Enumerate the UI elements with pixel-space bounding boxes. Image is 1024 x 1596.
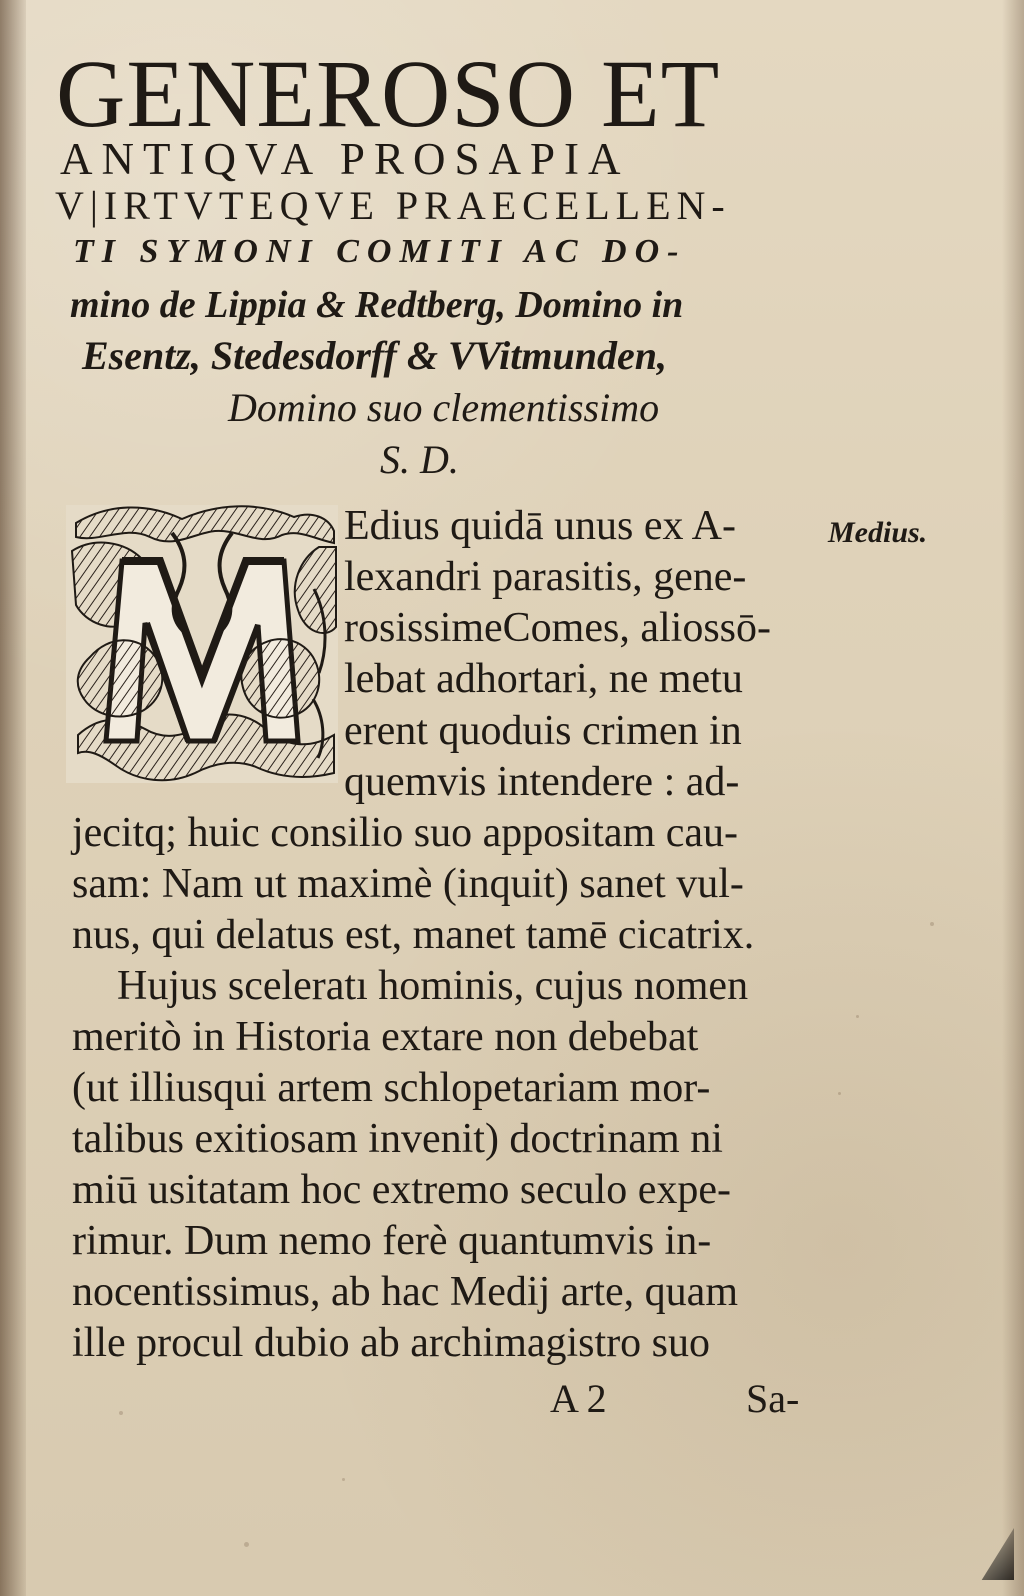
title-line-8: S. D. bbox=[380, 437, 459, 482]
paper-speck bbox=[856, 1015, 859, 1018]
body-line-9: nus, qui delatus est, manet tamē cicatrix. bbox=[72, 912, 755, 958]
paper-speck bbox=[838, 1092, 841, 1095]
body-line-1: Edius quidā unus ex A- bbox=[344, 503, 736, 549]
paper-speck bbox=[342, 1478, 345, 1481]
body-line-5: erent quoduis crimen in bbox=[344, 708, 742, 754]
title-line-7: Domino suo clementissimo bbox=[228, 385, 660, 430]
body-line-15: rimur. Dum nemo ferè quantumvis in- bbox=[72, 1218, 712, 1264]
body-line-2: lexandri parasitis, gene- bbox=[344, 554, 747, 600]
title-line-3: V|IRTVTEQVE PRAECELLEN- bbox=[55, 183, 731, 228]
body-line-12: (ut illiusqui artem schlopetariam mor- bbox=[72, 1065, 711, 1111]
title-line-2: ANTIQVA PROSAPIA bbox=[60, 134, 630, 184]
page-signature: A 2 bbox=[550, 1376, 607, 1421]
body-line-17: ille procul dubio ab archimagistro suo bbox=[72, 1320, 711, 1366]
paper-speck bbox=[244, 1542, 249, 1547]
catchword: Sa- bbox=[746, 1376, 800, 1421]
body-line-4: lebat adhortari, ne metu bbox=[344, 656, 743, 702]
paper-speck bbox=[119, 1411, 123, 1415]
paper-speck bbox=[930, 922, 934, 926]
body-line-10: Hujus sceleratı hominis, cujus nomen bbox=[117, 963, 749, 1009]
body-line-11: meritò in Historia extare non debebat bbox=[72, 1014, 699, 1060]
marginal-note: Medius. bbox=[828, 516, 928, 549]
body-line-8: sam: Nam ut maximè (inquit) sanet vul- bbox=[72, 861, 744, 907]
body-line-7: jecitq; huic consilio suo appositam cau- bbox=[72, 810, 739, 856]
body-line-3: rosissimeComes, aliossō- bbox=[344, 605, 771, 651]
title-line-6: Esentz, Stedesdorff & VVitmunden, bbox=[82, 333, 667, 378]
decorated-initial bbox=[64, 503, 340, 785]
page-corner-shadow bbox=[976, 1528, 1014, 1580]
body-line-14: miū usitatam hoc extremo seculo expe- bbox=[72, 1167, 731, 1213]
body-line-13: talibus exitiosam invenit) doctrinam ni bbox=[72, 1116, 723, 1162]
body-line-16: nocentissimus, ab hac Medij arte, quam bbox=[72, 1269, 738, 1315]
title-line-1: GENEROSO ET bbox=[56, 40, 721, 147]
title-line-5: mino de Lippia & Redtberg, Domino in bbox=[70, 284, 684, 326]
title-line-4: TI SYMONI COMITI AC DO- bbox=[73, 233, 687, 270]
body-line-6: quemvis intendere : ad- bbox=[344, 759, 740, 805]
